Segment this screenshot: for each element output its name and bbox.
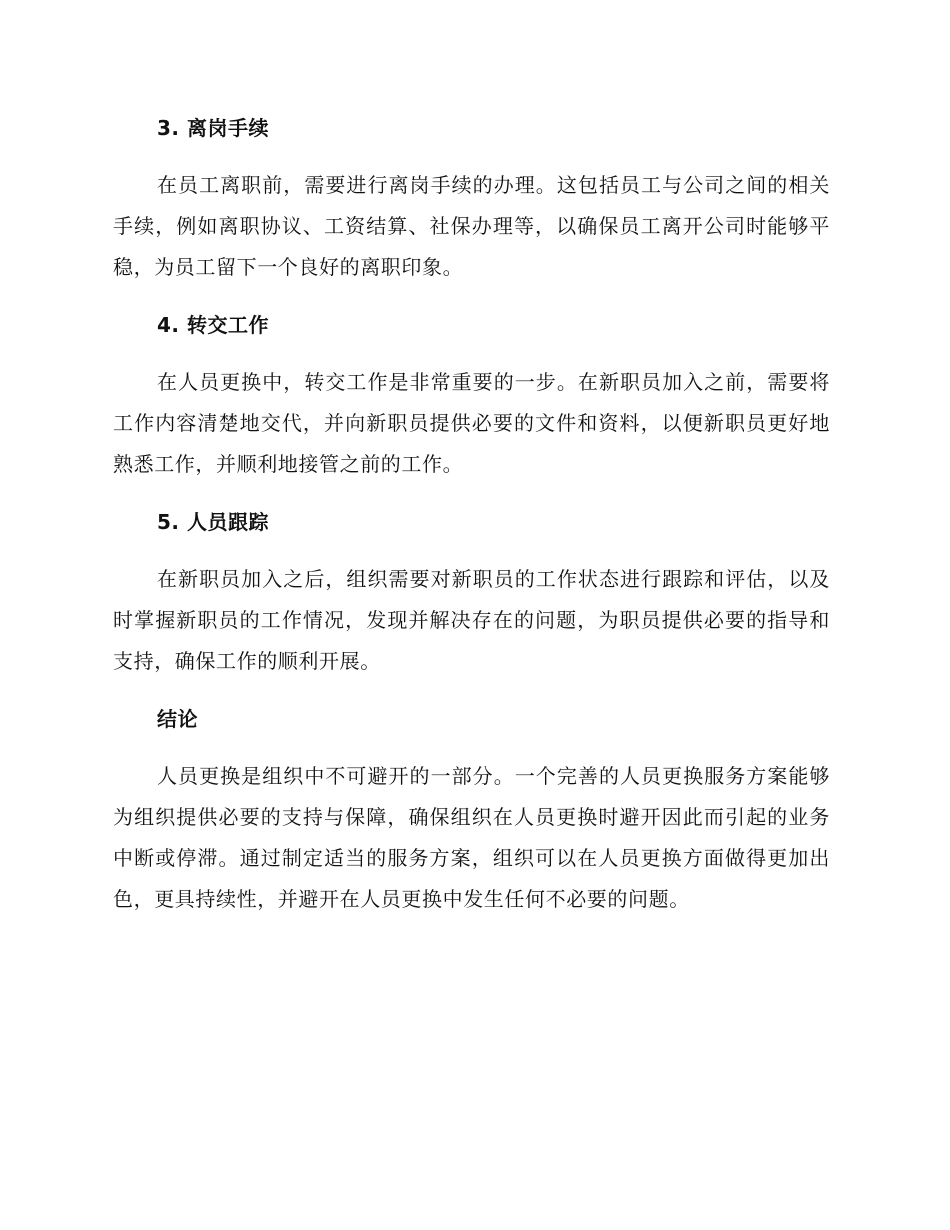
section-heading-handover-procedures: 3. 离岗手续 (157, 116, 269, 140)
section-heading-transfer-work: 4. 转交工作 (157, 313, 269, 337)
section-heading-personnel-tracking: 5. 人员跟踪 (157, 510, 269, 534)
section-paragraph-conclusion: 人员更换是组织中不可避开的一部分。一个完善的人员更换服务方案能够为组织提供必要的支持与保障，确保组织在人员更换时避开因此而引起的业务中断或停滞。通过制定适当的服务方案，组织可以在人员更换方面做得更加出色，更具持续性，并避开在人员更换中发生任何不必要的问题。 (113, 764, 830, 911)
section-heading-conclusion: 结论 (157, 707, 198, 731)
section-paragraph-transfer-work: 在人员更换中，转交工作是非常重要的一步。在新职员加入之前，需要将工作内容清楚地交代，并向新职员提供必要的文件和资料，以便新职员更好地熟悉工作，并顺利地接管之前的工作。 (113, 370, 830, 476)
section-paragraph-personnel-tracking: 在新职员加入之后，组织需要对新职员的工作状态进行跟踪和评估，以及时掌握新职员的工作情况，发现并解决存在的问题，为职员提供必要的指导和支持，确保工作的顺利开展。 (113, 567, 830, 673)
section-paragraph-handover-procedures: 在员工离职前，需要进行离岗手续的办理。这包括员工与公司之间的相关手续，例如离职协议、工资结算、社保办理等，以确保员工离开公司时能够平稳，为员工留下一个良好的离职印象。 (113, 173, 830, 279)
